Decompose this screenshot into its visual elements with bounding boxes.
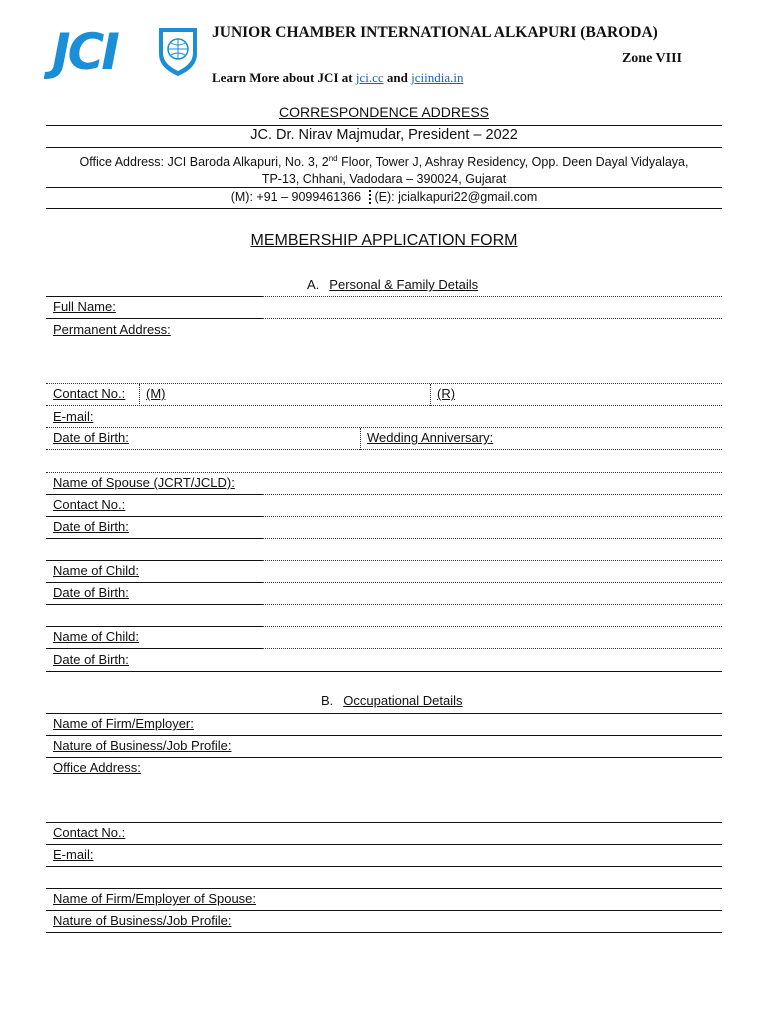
organization-name: JUNIOR CHAMBER INTERNATIONAL ALKAPURI (BARODA)	[212, 24, 658, 41]
section-letter: A.	[307, 277, 320, 292]
divider	[46, 648, 262, 649]
child1-dob-label: Date of Birth:	[53, 585, 129, 600]
email-label: E-mail:	[53, 409, 94, 424]
section-title: Occupational Details	[343, 693, 463, 708]
occupational-contact-label: Contact No.:	[53, 825, 126, 840]
divider	[46, 296, 262, 297]
spouse-contact-label: Contact No.:	[53, 497, 126, 512]
residence-label: (R)	[437, 386, 456, 401]
divider	[46, 516, 262, 517]
occupational-email-label: E-mail:	[53, 847, 94, 862]
wedding-anniversary-label: Wedding Anniversary:	[367, 430, 494, 445]
zone-label: Zone VIII	[621, 51, 682, 66]
divider	[262, 296, 722, 297]
learn-more-and: and	[383, 70, 412, 85]
child1-name-field[interactable]	[262, 582, 722, 583]
divider	[46, 671, 722, 672]
contact-field[interactable]	[46, 405, 722, 406]
divider	[46, 472, 722, 473]
divider	[262, 560, 722, 561]
contact-no-label: Contact No.:	[53, 386, 126, 401]
section-title: Personal & Family Details	[329, 277, 479, 292]
permanent-address-label: Permanent Address:	[53, 322, 171, 337]
dob-label: Date of Birth:	[53, 430, 129, 445]
spouse-name-field[interactable]	[262, 494, 722, 495]
firm-field[interactable]	[46, 735, 722, 736]
address-part: Office Address: JCI Baroda Alkapuri, No. 3, 2	[79, 155, 329, 170]
email-field[interactable]	[46, 427, 722, 428]
separator	[139, 384, 140, 406]
divider	[46, 560, 262, 561]
child2-name-field[interactable]	[262, 648, 722, 649]
occupational-email-field[interactable]	[46, 866, 722, 867]
divider	[46, 582, 262, 583]
divider	[262, 626, 722, 627]
divider	[46, 538, 262, 539]
spouse-nature-label: Nature of Business/Job Profile:	[53, 913, 232, 928]
jciindia-link[interactable]: jciindia.in	[411, 70, 464, 85]
learn-more-text: Learn More about JCI at	[212, 70, 356, 85]
occupational-contact-field[interactable]	[46, 844, 722, 845]
divider	[46, 125, 722, 126]
full-name-field[interactable]	[262, 318, 722, 319]
divider	[46, 888, 722, 889]
jci-cc-link[interactable]: jci.cc	[355, 70, 384, 85]
divider	[46, 318, 262, 319]
correspondence-title: CORRESPONDENCE ADDRESS	[278, 104, 490, 120]
spouse-dob-field[interactable]	[262, 538, 722, 539]
divider	[46, 208, 722, 209]
nature-label: Nature of Business/Job Profile:	[53, 738, 232, 753]
section-b-heading	[321, 693, 463, 708]
spouse-name-label: Name of Spouse (JCRT/JCLD):	[53, 475, 235, 490]
jci-logo-text: JCI	[52, 23, 117, 81]
contact-line	[46, 190, 722, 204]
divider	[46, 494, 262, 495]
office-address-label: Office Address:	[53, 760, 141, 775]
full-name-label: Full Name:	[53, 299, 116, 314]
spouse-dob-label: Date of Birth:	[53, 519, 129, 534]
permanent-address-field[interactable]	[46, 383, 722, 384]
jci-shield-logo-icon	[155, 24, 201, 78]
email-text: (E): jcialkapuri22@gmail.com	[374, 190, 538, 204]
address-sup: nd	[328, 154, 338, 163]
divider	[46, 187, 722, 188]
separator	[369, 190, 371, 204]
nature-field[interactable]	[46, 757, 722, 758]
divider	[46, 604, 262, 605]
spouse-nature-field[interactable]	[46, 932, 722, 933]
form-title: MEMBERSHIP APPLICATION FORM	[250, 232, 518, 249]
spouse-contact-field[interactable]	[262, 516, 722, 517]
phone-text: (M): +91 – 9099461366	[230, 190, 362, 204]
divider	[46, 713, 722, 714]
child2-dob-label: Date of Birth:	[53, 652, 129, 667]
address-part: Floor, Tower J, Ashray Residency, Opp. Deen Dayal Vidyalaya,	[337, 155, 689, 170]
child2-name-label: Name of Child:	[53, 629, 139, 644]
separator	[360, 428, 361, 450]
spouse-firm-field[interactable]	[46, 910, 722, 911]
address-line-2: TP-13, Chhani, Vadodara – 390024, Gujarat	[261, 172, 507, 187]
section-letter: B.	[321, 693, 334, 708]
dob-field[interactable]	[46, 449, 722, 450]
spouse-firm-label: Name of Firm/Employer of Spouse:	[53, 891, 257, 906]
firm-label: Name of Firm/Employer:	[53, 716, 194, 731]
separator	[430, 384, 431, 406]
child1-dob-field[interactable]	[262, 604, 722, 605]
office-address-field[interactable]	[46, 822, 722, 823]
president-line: JC. Dr. Nirav Majmudar, President – 2022	[250, 127, 518, 143]
mobile-label: (M)	[146, 386, 166, 401]
divider	[46, 626, 262, 627]
office-address	[46, 150, 722, 188]
section-a-heading	[307, 277, 478, 292]
divider	[46, 147, 722, 148]
learn-more-line	[212, 70, 463, 86]
child1-name-label: Name of Child:	[53, 563, 139, 578]
